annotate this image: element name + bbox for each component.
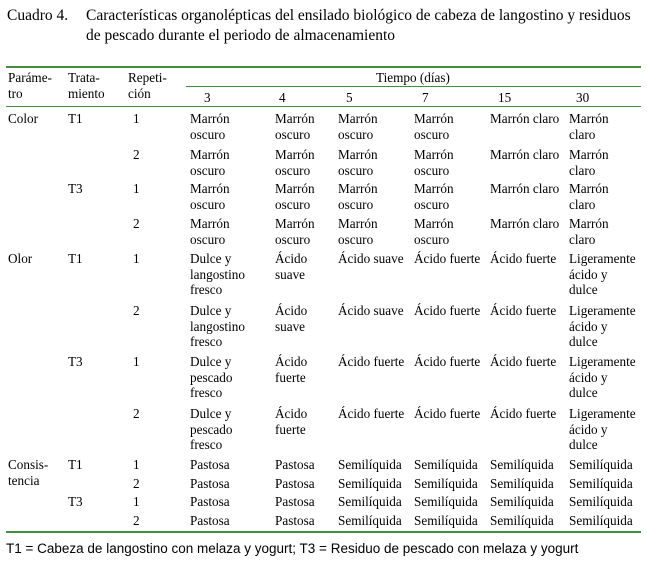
cell-value-day-7: Marrón oscuro	[414, 147, 454, 178]
cell-value-day-3: Dulce y langostino fresco	[190, 303, 245, 349]
cell-value-day-4: Marrón oscuro	[275, 181, 315, 212]
cell-repeticion: 1	[133, 181, 140, 196]
cell-value-day-5: Marrón oscuro	[338, 216, 378, 247]
cell-value-day-3: Dulce y pescado fresco	[190, 406, 233, 452]
header-day: 7	[422, 90, 429, 105]
cell-value-day-30: Semilíquida	[569, 513, 633, 528]
cell-value-day-5: Ácido fuerte	[338, 406, 405, 421]
cell-value-day-4: Pastosa	[275, 476, 315, 491]
cell-value-day-5: Semilíquida	[338, 494, 402, 509]
cell-value-day-15: Ácido fuerte	[490, 406, 557, 421]
cell-parametro: Consis- tencia	[8, 457, 49, 488]
cell-value-day-15: Semilíquida	[490, 457, 554, 472]
cell-value-day-3: Pastosa	[190, 513, 230, 528]
cell-repeticion: 1	[133, 251, 140, 266]
cell-value-day-15: Ácido fuerte	[490, 251, 557, 266]
cell-value-day-15: Semilíquida	[490, 494, 554, 509]
cell-value-day-30: Semilíquida	[569, 457, 633, 472]
cell-value-day-5: Ácido suave	[338, 303, 404, 318]
cell-tratamiento: T3	[68, 494, 83, 509]
cell-value-day-4: Pastosa	[275, 513, 315, 528]
cell-value-day-7: Marrón oscuro	[414, 111, 454, 142]
cell-value-day-3: Pastosa	[190, 494, 230, 509]
cell-value-day-7: Semilíquida	[414, 457, 478, 472]
cell-value-day-4: Marrón oscuro	[275, 147, 315, 178]
cell-value-day-7: Semilíquida	[414, 494, 478, 509]
cell-repeticion: 2	[133, 406, 140, 421]
cell-value-day-7: Ácido fuerte	[414, 303, 481, 318]
cell-value-day-4: Ácido suave	[275, 303, 308, 334]
table-top-rule	[6, 66, 641, 68]
cell-value-day-30: Semilíquida	[569, 476, 633, 491]
cell-value-day-3: Dulce y pescado fresco	[190, 354, 233, 400]
cell-parametro: Olor	[8, 251, 33, 266]
cell-value-day-5: Marrón oscuro	[338, 147, 378, 178]
tiempo-underline	[186, 86, 641, 87]
cell-repeticion: 2	[133, 513, 140, 528]
cell-value-day-7: Ácido fuerte	[414, 251, 481, 266]
cell-value-day-4: Pastosa	[275, 494, 315, 509]
cell-value-day-15: Semilíquida	[490, 513, 554, 528]
cell-value-day-7: Marrón oscuro	[414, 216, 454, 247]
cell-value-day-30: Marrón claro	[569, 147, 609, 178]
cell-parametro: Color	[8, 111, 39, 126]
cell-value-day-15: Marrón claro	[490, 111, 560, 126]
cell-value-day-7: Ácido fuerte	[414, 406, 481, 421]
cell-value-day-3: Marrón oscuro	[190, 111, 230, 142]
cell-value-day-30: Marrón claro	[569, 111, 609, 142]
cell-value-day-30: Ligeramente ácido y dulce	[569, 354, 636, 400]
cell-value-day-3: Marrón oscuro	[190, 181, 230, 212]
cell-value-day-15: Semilíquida	[490, 476, 554, 491]
header-day: 15	[498, 90, 512, 105]
header-day: 5	[346, 90, 353, 105]
header-tiempo: Tiempo (días)	[376, 70, 450, 85]
table-caption	[7, 6, 643, 46]
cell-value-day-30: Marrón claro	[569, 216, 609, 247]
cell-value-day-3: Marrón oscuro	[190, 147, 230, 178]
cell-value-day-15: Marrón claro	[490, 216, 560, 231]
cell-value-day-3: Marrón oscuro	[190, 216, 230, 247]
header-day: 30	[576, 90, 590, 105]
cell-repeticion: 2	[133, 303, 140, 318]
cell-value-day-30: Ligeramente ácido y dulce	[569, 406, 636, 452]
cell-value-day-4: Marrón oscuro	[275, 111, 315, 142]
cell-repeticion: 1	[133, 457, 140, 472]
cell-value-day-5: Marrón oscuro	[338, 181, 378, 212]
cell-repeticion: 1	[133, 111, 140, 126]
cell-value-day-7: Semilíquida	[414, 476, 478, 491]
table-bottom-rule	[6, 531, 641, 533]
table-footnote: T1 = Cabeza de langostino con melaza y yogurt; T3 = Residuo de pescado con melaza y yogurt	[6, 541, 579, 556]
cell-value-day-15: Ácido fuerte	[490, 354, 557, 369]
caption-text: Características organolépticas del ensilado biológico de cabeza de langostino y residuos de pescado durante el periodo de almacenamiento	[86, 7, 631, 44]
cell-value-day-30: Semilíquida	[569, 494, 633, 509]
header-repeticion: Repeti- ción	[128, 70, 167, 101]
cell-value-day-3: Pastosa	[190, 457, 230, 472]
header-parametro: Paráme- tro	[8, 70, 52, 101]
cell-value-day-7: Marrón oscuro	[414, 181, 454, 212]
caption-label: Cuadro 4.	[7, 7, 69, 24]
cell-repeticion: 2	[133, 216, 140, 231]
cell-tratamiento: T1	[68, 457, 83, 472]
cell-value-day-3: Pastosa	[190, 476, 230, 491]
cell-tratamiento: T1	[68, 251, 83, 266]
header-bottom-rule	[6, 106, 641, 107]
header-tratamiento: Trata- miento	[68, 70, 105, 101]
cell-value-day-4: Marrón oscuro	[275, 216, 315, 247]
header-day: 3	[204, 90, 211, 105]
cell-tratamiento: T3	[68, 354, 83, 369]
cell-repeticion: 1	[133, 494, 140, 509]
cell-value-day-5: Ácido suave	[338, 251, 404, 266]
cell-tratamiento: T1	[68, 111, 83, 126]
cell-tratamiento: T3	[68, 181, 83, 196]
cell-value-day-4: Ácido suave	[275, 251, 308, 282]
cell-repeticion: 2	[133, 476, 140, 491]
cell-repeticion: 1	[133, 354, 140, 369]
cell-value-day-5: Semilíquida	[338, 457, 402, 472]
cell-value-day-5: Semilíquida	[338, 476, 402, 491]
cell-value-day-30: Marrón claro	[569, 181, 609, 212]
cell-repeticion: 2	[133, 147, 140, 162]
cell-value-day-4: Ácido fuerte	[275, 354, 308, 385]
cell-value-day-3: Dulce y langostino fresco	[190, 251, 245, 297]
cell-value-day-5: Marrón oscuro	[338, 111, 378, 142]
cell-value-day-7: Semilíquida	[414, 513, 478, 528]
cell-value-day-30: Ligeramente ácido y dulce	[569, 303, 636, 349]
cell-value-day-15: Ácido fuerte	[490, 303, 557, 318]
cell-value-day-5: Semilíquida	[338, 513, 402, 528]
cell-value-day-7: Ácido fuerte	[414, 354, 481, 369]
cell-value-day-4: Ácido fuerte	[275, 406, 308, 437]
cell-value-day-30: Ligeramente ácido y dulce	[569, 251, 636, 297]
cell-value-day-4: Pastosa	[275, 457, 315, 472]
cell-value-day-15: Marrón claro	[490, 147, 560, 162]
cell-value-day-5: Ácido fuerte	[338, 354, 405, 369]
cell-value-day-15: Marrón claro	[490, 181, 560, 196]
header-day: 4	[279, 90, 286, 105]
